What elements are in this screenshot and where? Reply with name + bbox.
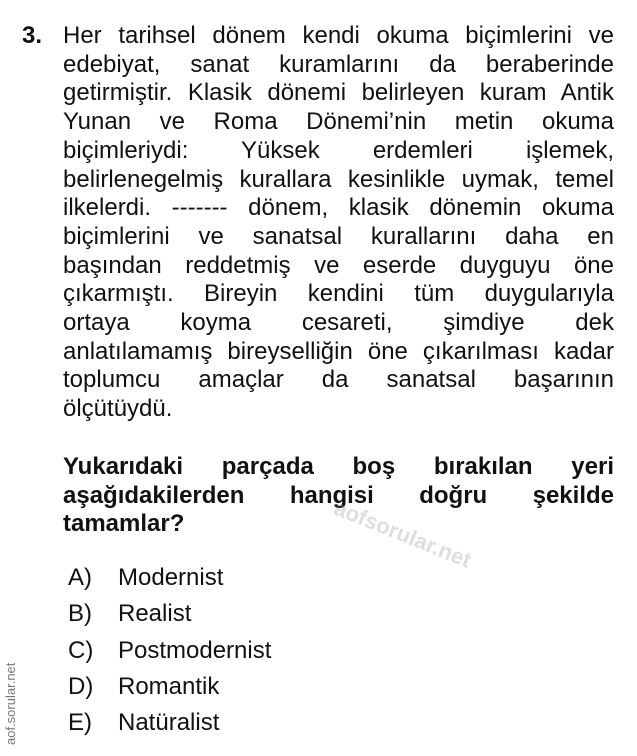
option-text: Realist — [118, 600, 192, 628]
passage-line: çıkarmıştı. Bireyin kendini tüm duygularıyla — [63, 280, 614, 308]
passage-line: edebiyat, sanat kuramlarını da beraberinde — [63, 50, 614, 78]
passage-line: başından reddetmiş ve eserde duyguyu öne — [63, 251, 614, 279]
option-text: Natüralist — [118, 709, 220, 737]
passage-line: ortaya koyma cesareti, şimdiye dek — [63, 309, 614, 337]
option-d[interactable] — [68, 669, 271, 705]
passage-line: biçimleriydi: Yüksek erdemleri işlemek, — [63, 136, 614, 164]
option-a[interactable] — [68, 560, 271, 596]
option-e[interactable] — [68, 705, 271, 741]
prompt-line: Yukarıdaki parçada boş bırakılan yeri — [63, 453, 614, 480]
passage-line: getirmiştir. Klasik dönemi belirleyen kuram Antik — [63, 79, 614, 107]
option-letter: B) — [68, 600, 92, 628]
answer-options — [68, 560, 271, 741]
passage-line: Yunan ve Roma Dönemi’nin metin okuma — [63, 108, 614, 136]
passage-line: biçimlerini ve sanatsal kurallarını daha en — [63, 222, 614, 250]
option-c[interactable] — [68, 633, 271, 669]
option-letter: D) — [68, 672, 94, 700]
option-letter: A) — [68, 564, 92, 591]
passage-line: toplumcu amaçlar da sanatsal başarının — [63, 366, 614, 394]
passage-line: ölçütüydü. — [63, 395, 173, 423]
passage-line: belirlenegelmiş kurallara kesinlikle uymak, temel — [63, 165, 614, 193]
option-text: Modernist — [118, 564, 224, 591]
option-letter: C) — [68, 636, 94, 664]
passage-line: Her tarihsel dönem kendi okuma biçimlerini ve — [63, 22, 614, 49]
watermark-side: aof.sorular.net — [3, 662, 18, 745]
passage-line: ilkelerdi. ------- dönem, klasik dönemin okuma — [63, 194, 614, 222]
option-text: Romantik — [118, 672, 220, 700]
question-number: 3. — [22, 22, 43, 49]
option-letter: E) — [68, 709, 92, 737]
question-passage — [63, 22, 614, 424]
watermark-center: aofsorular.net — [330, 495, 475, 573]
prompt-line: aşağıdakilerden hangisi doğru şekilde — [63, 481, 614, 509]
option-text: Postmodernist — [118, 636, 272, 664]
option-b[interactable] — [68, 596, 271, 632]
prompt-line: tamamlar? — [63, 510, 185, 538]
passage-line: anlatılamamış bireyselliğin öne çıkarılması kadar — [63, 337, 614, 365]
